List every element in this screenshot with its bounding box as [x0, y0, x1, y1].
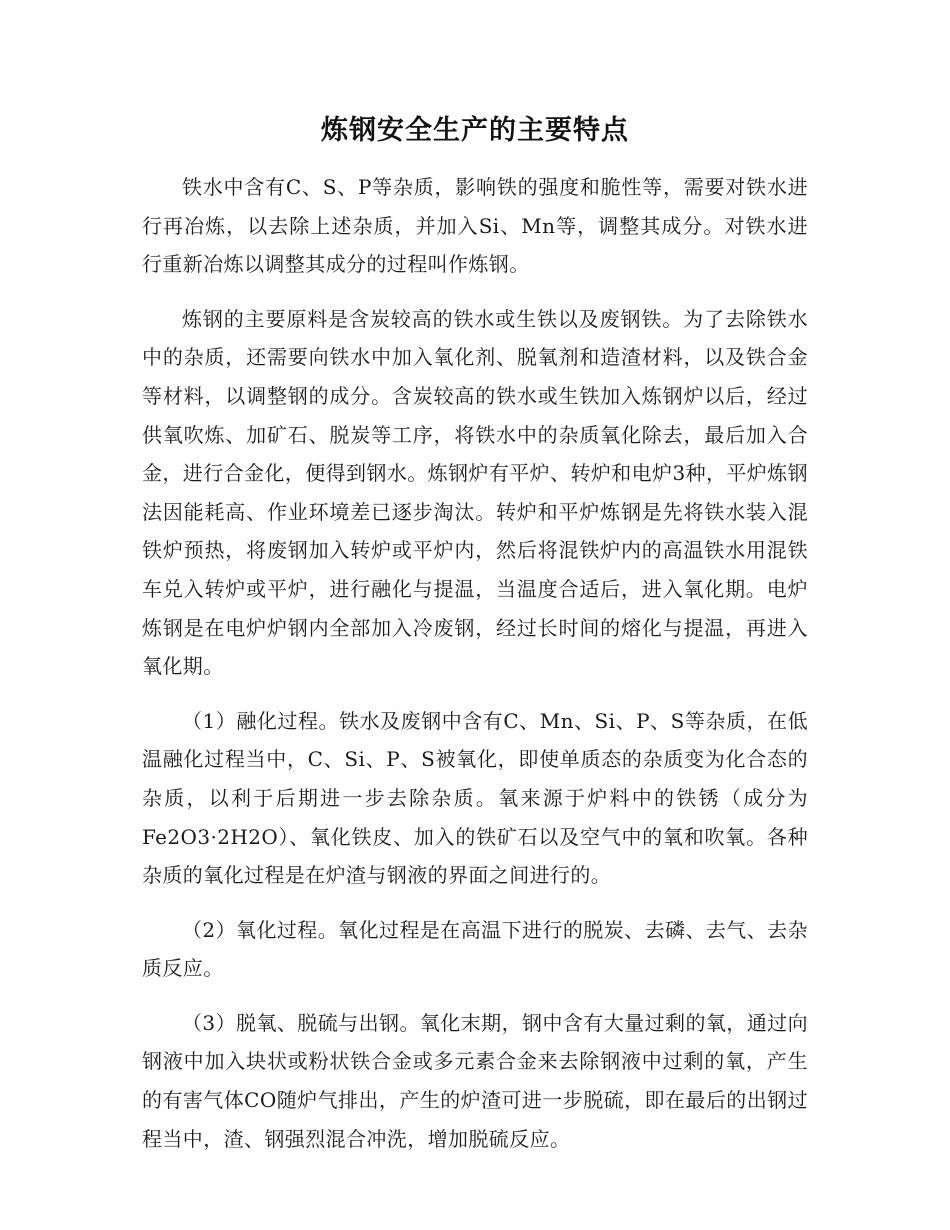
paragraph-oxidation-process: （2）氧化过程。氧化过程是在高温下进行的脱炭、去磷、去气、去杂质反应。: [142, 917, 808, 981]
document-title: 炼钢安全生产的主要特点: [321, 115, 629, 146]
paragraph-deoxidation-tapping: （3）脱氧、脱硫与出钢。氧化末期，钢中含有大量过剩的氧，通过向钢液中加入块状或粉状铁合金或多元素合金来去除钢液中过剩的氧，产生的有害气体CO随炉气排出，产生的炉渣可进一步脱硫，即在最后的出钢过程当中，渣、钢强烈混合冲洗，增加脱硫反应。: [142, 1010, 808, 1151]
paragraph-melting-process: （1）融化过程。铁水及废钢中含有C、Mn、Si、P、S等杂质，在低温融化过程当中，C、Si、P、S被氧化，即使单质态的杂质变为化合态的杂质，以利于后期进一步去除杂质。氧来源于炉料中的铁锈（成分为Fe2O3·2H2O）、氧化铁皮、加入的铁矿石以及空气中的氧和吹氧。各种杂质的氧化过程是在炉渣与钢液的界面之间进行的。: [142, 708, 808, 888]
paragraph-raw-materials: 炼钢的主要原料是含炭较高的铁水或生铁以及废钢铁。为了去除铁水中的杂质，还需要向铁水中加入氧化剂、脱氧剂和造渣材料，以及铁合金等材料，以调整钢的成分。含炭较高的铁水或生铁加入炼钢炉以后，经过供氧吹炼、加矿石、脱炭等工序，将铁水中的杂质氧化除去，最后加入合金，进行合金化，便得到钢水。炼钢炉有平炉、转炉和电炉3种，平炉炼钢法因能耗高、作业环境差已逐步淘汰。转炉和平炉炼钢是先将铁水装入混铁炉预热，将废钢加入转炉或平炉内，然后将混铁炉内的高温铁水用混铁车兑入转炉或平炉，进行融化与提温，当温度合适后，进入氧化期。电炉炼钢是在电炉炉钢内全部加入冷废钢，经过长时间的熔化与提温，再进入氧化期。: [142, 306, 808, 679]
paragraph-intro: 铁水中含有C、S、P等杂质，影响铁的强度和脆性等，需要对铁水进行再冶炼，以去除上述杂质，并加入Si、Mn等，调整其成分。对铁水进行重新冶炼以调整其成分的过程叫作炼钢。: [142, 175, 808, 277]
document-page: [142, 108, 808, 1174]
